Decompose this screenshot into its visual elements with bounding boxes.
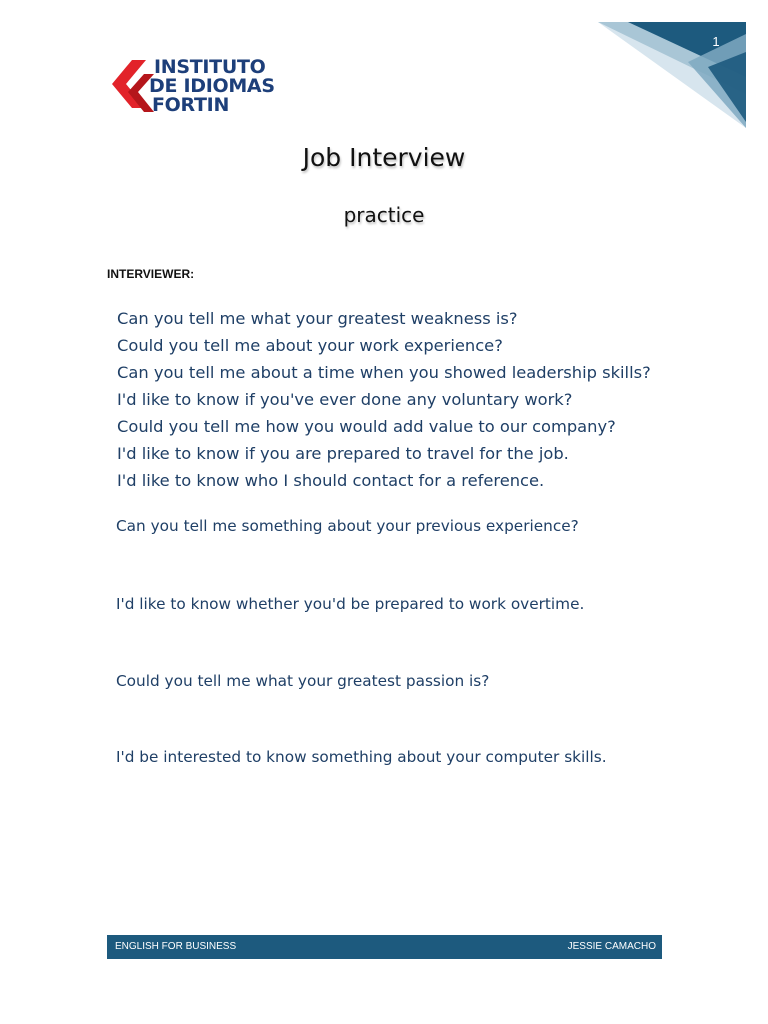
question-item: Can you tell me about a time when you showed leadership skills?: [117, 363, 651, 382]
page-title: Job Interview: [302, 143, 466, 172]
page-number: 1: [712, 34, 720, 49]
institute-logo: [110, 58, 300, 120]
question-item: Could you tell me about your work experience?: [117, 336, 503, 355]
logo-line-3: FORTIN: [152, 94, 230, 116]
question-item: I'd be interested to know something about your computer skills.: [116, 748, 607, 766]
footer-course-title: ENGLISH FOR BUSINESS: [115, 941, 237, 952]
logo-line-2: DE IDIOMAS: [149, 75, 275, 97]
question-item: I'd like to know if you've ever done any voluntary work?: [117, 390, 573, 409]
logo-line-1: INSTITUTO: [154, 56, 266, 78]
section-label: INTERVIEWER:: [107, 267, 195, 281]
question-item: I'd like to know if you are prepared to travel for the job.: [117, 444, 569, 463]
question-item: Could you tell me what your greatest passion is?: [116, 672, 490, 690]
page-subtitle: practice: [343, 203, 425, 227]
question-item: Can you tell me what your greatest weakness is?: [117, 309, 518, 328]
footer-author: JESSIE CAMACHO: [567, 941, 656, 952]
footer-bar: [107, 935, 662, 959]
question-item: Could you tell me how you would add value to our company?: [117, 417, 616, 436]
question-item: Can you tell me something about your previous experience?: [116, 517, 579, 535]
question-item: I'd like to know who I should contact for a reference.: [117, 471, 545, 490]
logo-arrow-icon: [110, 60, 154, 118]
question-item: I'd like to know whether you'd be prepared to work overtime.: [116, 595, 585, 613]
question-list: [117, 305, 651, 494]
